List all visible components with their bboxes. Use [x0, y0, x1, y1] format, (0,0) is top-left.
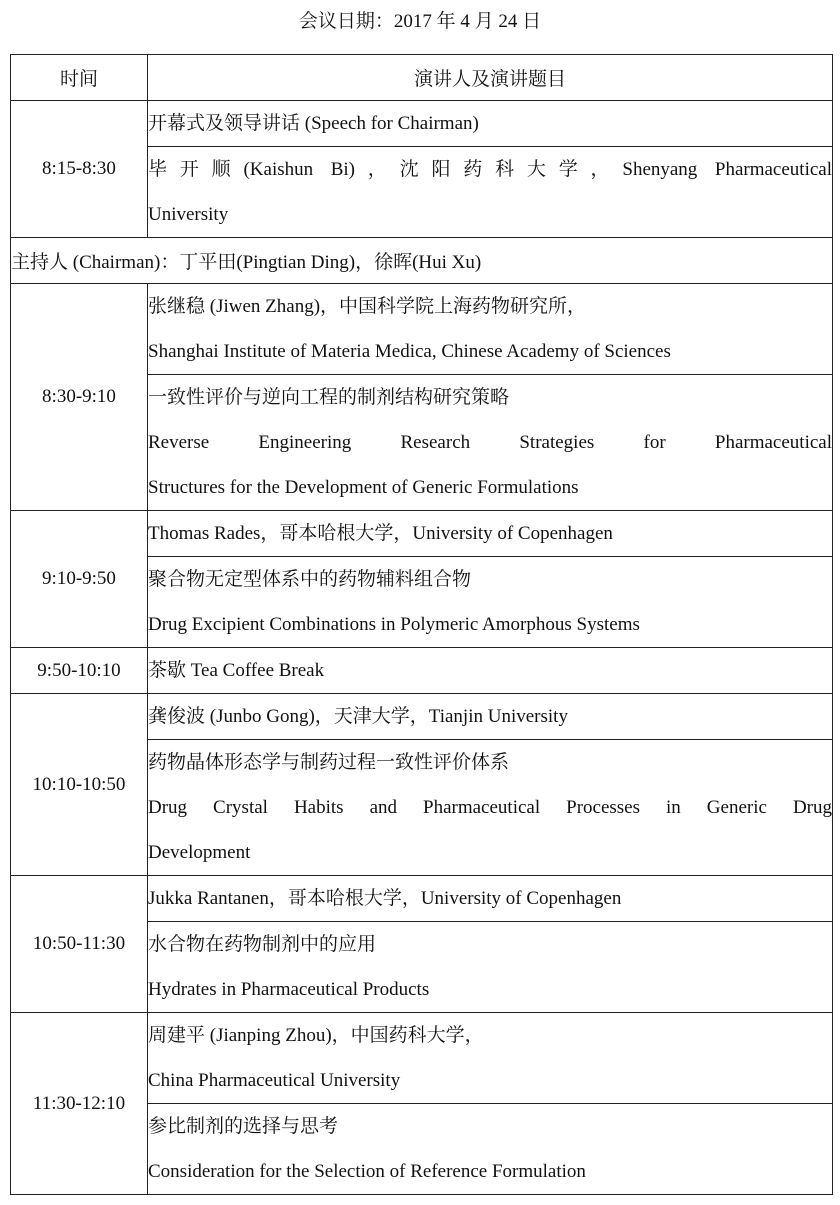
table-row [11, 238, 833, 284]
entry-line: 毕开顺(Kaishun Bi)，沈阳药科大学，Shenyang Pharmaceutical [148, 159, 832, 180]
table-row [11, 694, 833, 740]
entry-line: Jukka Rantanen，哥本哈根大学，University of Copenhagen [148, 888, 622, 909]
table-row [11, 648, 833, 694]
time-slot: 8:15-8:30 [11, 101, 148, 238]
time-slot: 10:50-11:30 [11, 876, 148, 1013]
time-slot: 10:10-10:50 [11, 694, 148, 876]
entry-line: Hydrates in Pharmaceutical Products [148, 979, 430, 1000]
table-row [11, 1013, 833, 1104]
entry-line: Shanghai Institute of Materia Medica, Chinese Academy of Sciences [148, 341, 671, 362]
entry-line: Consideration for the Selection of Reference Formulation [148, 1161, 586, 1182]
entry-cell [148, 1013, 833, 1104]
entry-cell [148, 284, 833, 375]
entry-line: 水合物在药物制剂中的应用 [148, 934, 377, 955]
entry-line: 药物晶体形态学与制药过程一致性评价体系 [148, 752, 510, 773]
entry-cell [148, 876, 833, 922]
table-row [11, 876, 833, 922]
header-row [11, 55, 833, 101]
entry-line: Thomas Rades，哥本哈根大学，University of Copenhagen [148, 523, 613, 544]
entry-cell [148, 557, 833, 648]
entry-cell [148, 101, 833, 147]
header-time: 时间 [11, 55, 148, 101]
time-slot: 8:30-9:10 [11, 284, 148, 511]
entry-cell [148, 648, 833, 694]
entry-line: 茶歇 Tea Coffee Break [148, 660, 325, 681]
entry-line: 张继稳 (Jiwen Zhang)，中国科学院上海药物研究所， [148, 296, 587, 317]
table-row [11, 511, 833, 557]
header-speaker: 演讲人及演讲题目 [148, 55, 833, 101]
entry-line: Development [148, 842, 251, 863]
entry-line: 一致性评价与逆向工程的制剂结构研究策略 [148, 387, 510, 408]
schedule-table [10, 54, 833, 1195]
time-slot: 9:10-9:50 [11, 511, 148, 648]
entry-cell [148, 1104, 833, 1195]
chairman-line: 主持人 (Chairman)：丁平田(Pingtian Ding)，徐晖(Hui Xu) [11, 238, 833, 284]
entry-cell [148, 147, 833, 238]
table-row [11, 101, 833, 147]
entry-line: Drug Excipient Combinations in Polymeric Amorphous Systems [148, 614, 640, 635]
table-row [11, 284, 833, 375]
meeting-date: 会议日期：2017 年 4 月 24 日 [298, 11, 542, 32]
entry-cell [148, 375, 833, 511]
entry-line: 聚合物无定型体系中的药物辅料组合物 [148, 569, 472, 590]
entry-cell [148, 740, 833, 876]
entry-line: Drug Crystal Habits and Pharmaceutical Processes in Generic Drug [148, 797, 832, 818]
entry-cell [148, 694, 833, 740]
entry-line: 周建平 (Jianping Zhou)，中国药科大学， [148, 1025, 484, 1046]
entry-line: 参比制剂的选择与思考 [148, 1116, 339, 1137]
entry-line: Structures for the Development of Generic Formulations [148, 477, 579, 498]
time-slot: 11:30-12:10 [11, 1013, 148, 1195]
entry-cell [148, 922, 833, 1013]
entry-line: University [148, 204, 229, 225]
entry-line: 开幕式及领导讲话 (Speech for Chairman) [148, 113, 479, 134]
entry-cell [148, 511, 833, 557]
entry-line: 龚俊波 (Junbo Gong)，天津大学，Tianjin University [148, 706, 568, 727]
time-slot: 9:50-10:10 [11, 648, 148, 694]
entry-line: Reverse Engineering Research Strategies for Pharmaceutical [148, 432, 832, 453]
entry-line: China Pharmaceutical University [148, 1070, 401, 1091]
